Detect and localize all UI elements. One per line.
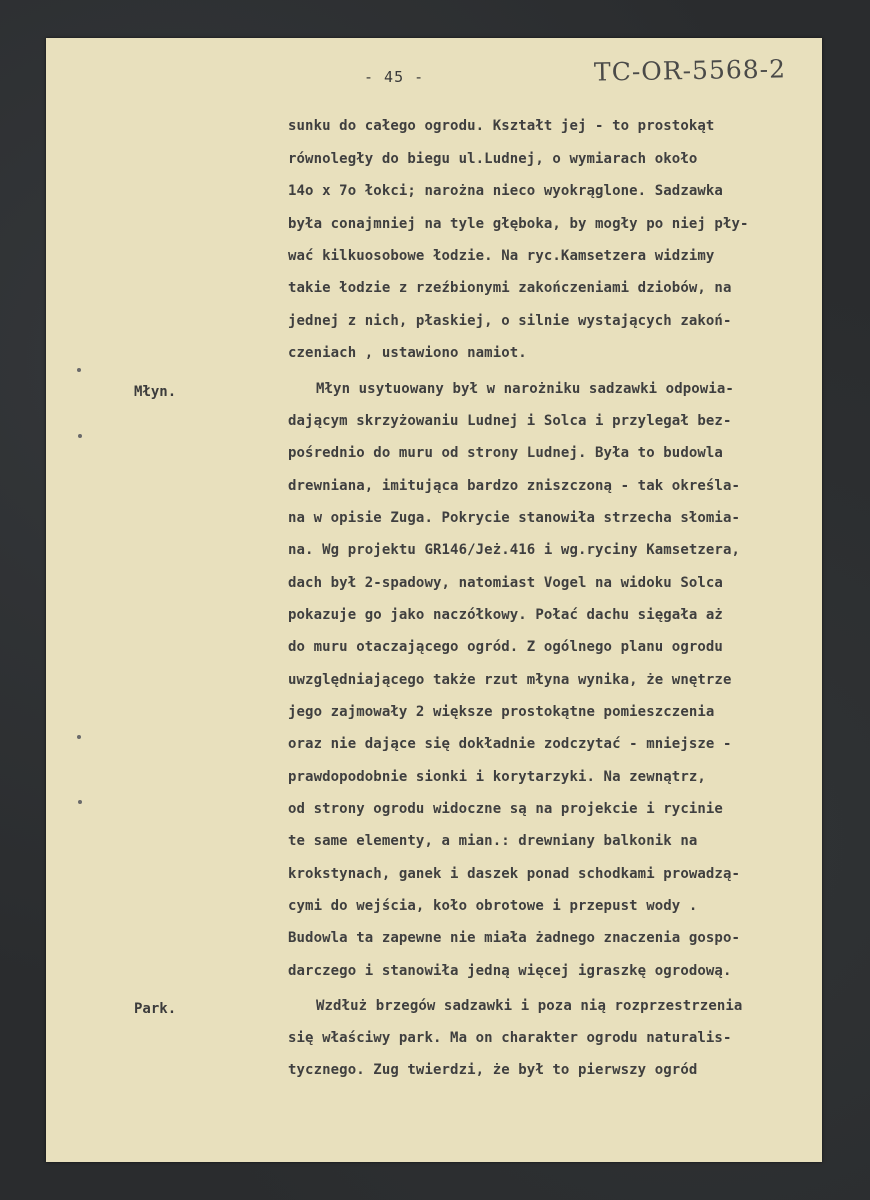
page-number: - 45 - <box>364 68 425 86</box>
text-line: na w opisie Zuga. Pokrycie stanowiła strzecha słomia- <box>288 510 741 526</box>
margin-label-mlyn: Młyn. <box>134 384 177 400</box>
text-line: równoległy do biegu ul.Ludnej, o wymiarach około <box>288 151 698 167</box>
punch-mark <box>78 434 82 438</box>
text-line: sunku do całego ogrodu. Kształt jej - to prostokąt <box>288 118 715 134</box>
text-line: do muru otaczającego ogród. Z ogólnego planu ogrodu <box>288 639 723 655</box>
text-line: cymi do wejścia, koło obrotowe i przepust wody . <box>288 898 698 914</box>
text-line: była conajmniej na tyle głęboka, by mogły po niej pły- <box>288 216 749 232</box>
text-line: się właściwy park. Ma on charakter ogrodu naturalis- <box>288 1030 732 1046</box>
document-page <box>46 38 822 1162</box>
text-line: takie łodzie z rzeźbionymi zakończeniami dziobów, na <box>288 280 732 296</box>
archive-signature: TC-OR-5568-2 <box>593 54 787 87</box>
text-line: darczego i stanowiła jedną więcej igraszkę ogrodową. <box>288 963 732 979</box>
text-line: dach był 2-spadowy, natomiast Vogel na widoku Solca <box>288 575 723 591</box>
text-line: krokstynach, ganek i daszek ponad schodkami prowadzą- <box>288 866 741 882</box>
text-line: czeniach , ustawiono namiot. <box>288 345 527 361</box>
text-line: Młyn usytuowany był w narożniku sadzawki odpowia- <box>316 381 734 397</box>
text-line: prawdopodobnie sionki i korytarzyki. Na zewnątrz, <box>288 769 706 785</box>
text-line: oraz nie dające się dokładnie zodczytać - mniejsze - <box>288 736 732 752</box>
punch-mark <box>77 735 81 739</box>
text-line: pokazuje go jako naczółkowy. Połać dachu sięgała aż <box>288 607 723 623</box>
text-line: te same elementy, a mian.: drewniany balkonik na <box>288 833 698 849</box>
text-line: jego zajmowały 2 większe prostokątne pomieszczenia <box>288 704 715 720</box>
text-line: na. Wg projektu GR146/Jeż.416 i wg.ryciny Kamsetzera, <box>288 542 741 558</box>
text-line: pośrednio do muru od strony Ludnej. Była to budowla <box>288 445 723 461</box>
text-line: wać kilkuosobowe łodzie. Na ryc.Kamsetzera widzimy <box>288 248 715 264</box>
text-line: Wzdłuż brzegów sadzawki i poza nią rozprzestrzenia <box>316 998 743 1014</box>
text-line: jednej z nich, płaskiej, o silnie wystających zakoń- <box>288 313 732 329</box>
text-line: 14o x 7o łokci; narożna nieco wyokrąglone. Sadzawka <box>288 183 723 199</box>
margin-label-park: Park. <box>134 1001 177 1017</box>
punch-mark <box>78 800 82 804</box>
punch-mark <box>77 368 81 372</box>
text-line: tycznego. Zug twierdzi, że był to pierwszy ogród <box>288 1062 698 1078</box>
text-line: dającym skrzyżowaniu Ludnej i Solca i przylegał bez- <box>288 413 732 429</box>
text-line: drewniana, imitująca bardzo zniszczoną - tak określa- <box>288 478 741 494</box>
text-line: Budowla ta zapewne nie miała żadnego znaczenia gospo- <box>288 930 741 946</box>
text-line: uwzględniającego także rzut młyna wynika, że wnętrze <box>288 672 732 688</box>
text-line: od strony ogrodu widoczne są na projekcie i rycinie <box>288 801 723 817</box>
